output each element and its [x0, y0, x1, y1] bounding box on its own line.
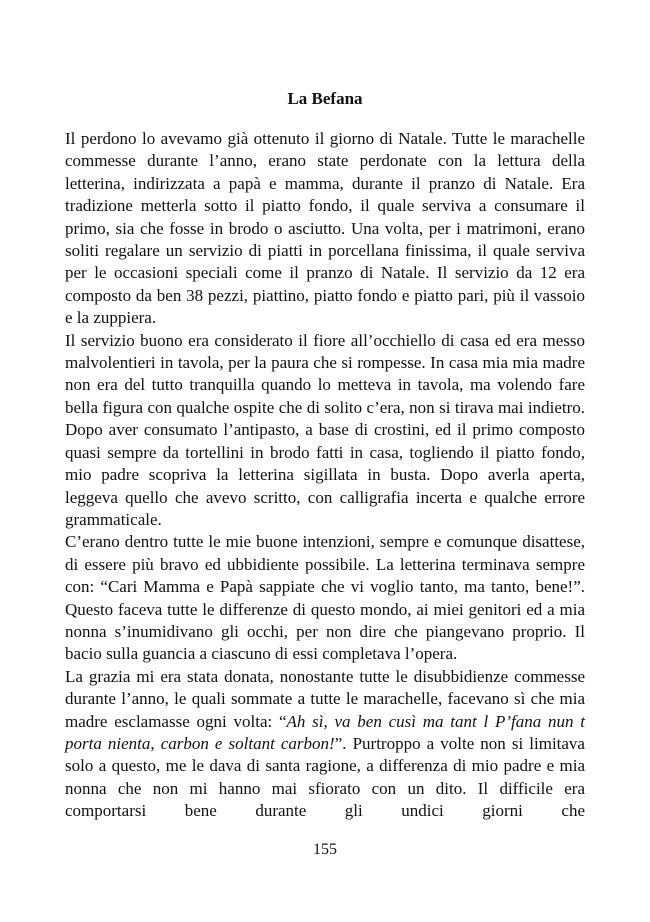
paragraph	[65, 531, 585, 665]
dialect-quote: Ah sì, va ben cusì ma tant l P’fana nun t porta nienta, carbon e soltant carbon!	[65, 711, 585, 753]
body-text	[65, 128, 585, 823]
page-number: 155	[313, 841, 337, 858]
paragraph	[65, 128, 585, 330]
paragraph-text: La grazia mi era stata donata, nonostante tutte le disubbidienze commesse durante l’anno, le quali sommate a tutte le marachelle, facevano sì che mia madre esclamasse ogni volta: “	[65, 666, 585, 731]
paragraph	[65, 330, 585, 532]
paragraph-text: Il servizio buono era considerato il fiore all’occhiello di casa ed era messo malvolentieri in tavola, per la paura che si rompesse. In casa mia mia madre non era del tutto tranquilla quando lo metteva in tavola, ma volendo fare bella figura con qualche ospite che di solito c’era, non si tirava mai indietro. Dopo aver consumato l’antipasto, a base di crostini, ed il primo composto quasi sempre da tortellini in brodo fatti in casa, togliendo il piatto fondo, mio padre scopriva la letterina sigillata in busta. Dopo averla aperta, leggeva quello che avevo scritto, con calligrafia incerta e qualche errore grammaticale.	[65, 330, 585, 529]
paragraph-text: Il perdono lo avevamo già ottenuto il giorno di Natale. Tutte le marachelle commesse durante l’anno, erano state perdonate con la lettura della letterina, indirizzata a papà e mamma, durante il pranzo di Natale. Era tradizione metterla sotto il piatto fondo, il quale serviva a consumare il primo, sia che fosse in brodo o asciutto. Una volta, per i matrimoni, erano soliti regalare un servizio di piatti in porcellana finissima, il quale serviva per le occasioni speciali come il pranzo di Natale. Il servizio da 12 era composto da ben 38 pezzi, piattino, piatto fondo e piatto pari, più il vassoio e la zuppiera.	[65, 129, 585, 328]
chapter-title: La Befana	[287, 89, 363, 108]
paragraph-text: ”. Purtroppo a volte non si limitava solo a questo, me le dava di santa ragione, a differenza di mio padre e mia nonna che non mi hanno mai sfiorato con un dito. Il difficile era comportarsi bene durante gli undici giorni che	[65, 733, 585, 821]
paragraph-text: C’erano dentro tutte le mie buone intenzioni, sempre e comunque disattese, di essere più bravo ed ubbidiente possibile. La letterina terminava sempre con: “Cari Mamma e Papà sappiate che vi voglio tanto, ma tanto, bene!”. Questo faceva tutte le differenze di questo mondo, ai miei genitori ed a mia nonna s’inumidivano gli occhi, per non dire che piangevano proprio. Il bacio sulla guancia a ciascuno di essi completava l’opera.	[65, 532, 585, 664]
paragraph	[65, 666, 585, 823]
